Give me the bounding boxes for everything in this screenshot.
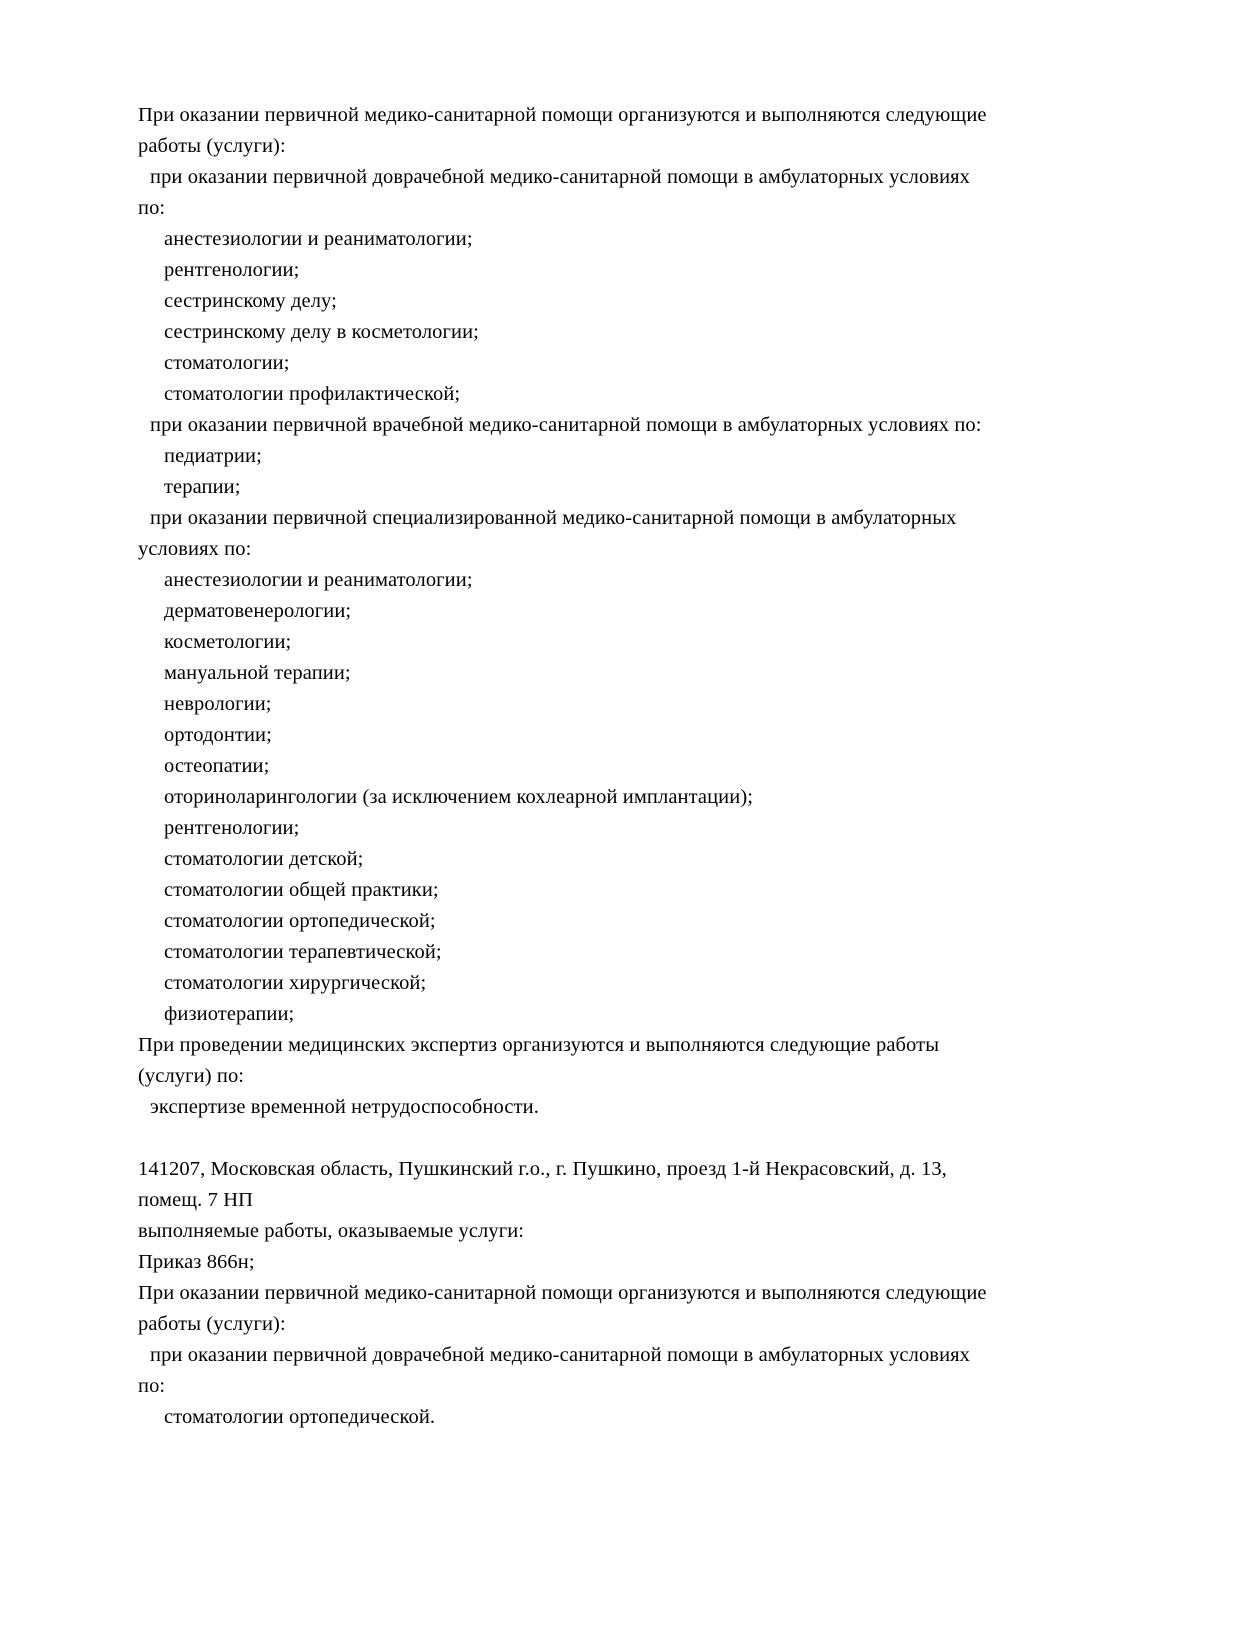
text-line: стоматологии ортопедической;: [164, 910, 436, 932]
text-line: неврологии;: [164, 693, 272, 715]
text-line: остеопатии;: [164, 755, 270, 777]
text-line: стоматологии хирургической;: [164, 972, 427, 994]
text-line: работы (услуги):: [138, 135, 286, 157]
text-line: стоматологии профилактической;: [164, 383, 461, 405]
document-text-block: [138, 100, 1144, 1433]
text-line: стоматологии ортопедической.: [164, 1406, 436, 1428]
text-line: терапии;: [164, 476, 241, 498]
text-line: оториноларингологии (за исключением кохлеарной имплантации);: [164, 786, 754, 808]
text-line: при оказании первичной доврачебной медико-санитарной помощи в амбулаторных условиях: [150, 1344, 971, 1366]
text-line: (услуги) по:: [138, 1065, 245, 1087]
text-line: при оказании первичной врачебной медико-санитарной помощи в амбулаторных условиях по:: [150, 414, 982, 436]
text-line: по:: [138, 1375, 166, 1397]
text-line: физиотерапии;: [164, 1003, 295, 1025]
text-line: при оказании первичной специализированной медико-санитарной помощи в амбулаторных: [150, 507, 957, 529]
text-line: по:: [138, 197, 166, 219]
text-line: экспертизе временной нетрудоспособности.: [150, 1096, 539, 1118]
text-line: сестринскому делу в косметологии;: [164, 321, 479, 343]
text-line: помещ. 7 НП: [138, 1189, 254, 1211]
text-line: При оказании первичной медико-санитарной помощи организуются и выполняются следующие: [138, 104, 987, 126]
text-line: стоматологии;: [164, 352, 290, 374]
text-line: анестезиологии и реаниматологии;: [164, 569, 473, 591]
text-line: анестезиологии и реаниматологии;: [164, 228, 473, 250]
text-line: косметологии;: [164, 631, 292, 653]
blank-line: [138, 1123, 1144, 1154]
text-line: условиях по:: [138, 538, 252, 560]
text-line: выполняемые работы, оказываемые услуги:: [138, 1220, 525, 1242]
text-line: мануальной терапии;: [164, 662, 351, 684]
text-line: педиатрии;: [164, 445, 262, 467]
text-line: стоматологии общей практики;: [164, 879, 439, 901]
text-line: стоматологии детской;: [164, 848, 364, 870]
text-line: ортодонтии;: [164, 724, 272, 746]
text-line: стоматологии терапевтической;: [164, 941, 442, 963]
text-line: 141207, Московская область, Пушкинский г.о., г. Пушкино, проезд 1-й Некрасовский, д. 13,: [138, 1158, 947, 1180]
text-line: При оказании первичной медико-санитарной помощи организуются и выполняются следующие: [138, 1282, 987, 1304]
text-line: сестринскому делу;: [164, 290, 337, 312]
text-line: рентгенологии;: [164, 817, 300, 839]
text-line: при оказании первичной доврачебной медико-санитарной помощи в амбулаторных условиях: [150, 166, 971, 188]
text-line: дерматовенерологии;: [164, 600, 352, 622]
text-line: При проведении медицинских экспертиз организуются и выполняются следующие работы: [138, 1034, 940, 1056]
text-line: Приказ 866н;: [138, 1251, 255, 1273]
text-line: рентгенологии;: [164, 259, 300, 281]
text-line: работы (услуги):: [138, 1313, 286, 1335]
